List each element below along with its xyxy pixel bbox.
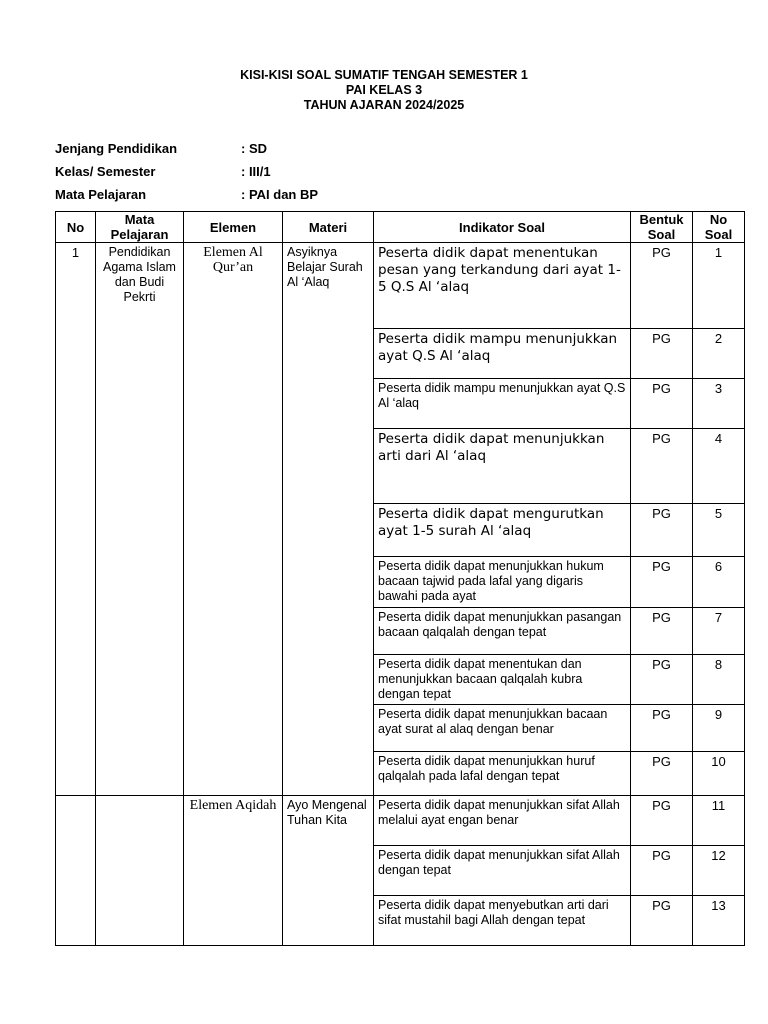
cell-bentuk: PG: [631, 705, 693, 752]
header-indikator: Indikator Soal: [374, 212, 631, 243]
cell-indikator: Peserta didik dapat menunjukkan hukum bacaan tajwid pada lafal yang digaris bawahi pada ayat: [374, 557, 631, 608]
cell-nosoal: 2: [693, 329, 745, 379]
cell-indikator: Peserta didik dapat menunjukkan sifat Allah dengan tepat: [374, 846, 631, 896]
cell-nosoal: 4: [693, 429, 745, 504]
title-line-1: KISI-KISI SOAL SUMATIF TENGAH SEMESTER 1: [240, 68, 528, 82]
cell-nosoal: 7: [693, 608, 745, 655]
cell-nosoal: 13: [693, 896, 745, 946]
meta-label: Mata Pelajaran: [55, 187, 147, 202]
cell-indikator: Peserta didik dapat menunjukkan sifat Allah melalui ayat engan benar: [374, 796, 631, 846]
cell-mapel: [96, 796, 184, 946]
cell-nosoal: 3: [693, 379, 745, 429]
cell-bentuk: PG: [631, 504, 693, 557]
cell-nosoal: 12: [693, 846, 745, 896]
meta-row-mapel: [55, 187, 318, 210]
meta-row-jenjang: [55, 141, 318, 164]
cell-indikator: Peserta didik dapat menentukan pesan yang terkandung dari ayat 1-5 Q.S Al ‘alaq: [374, 243, 631, 329]
cell-bentuk: PG: [631, 846, 693, 896]
document-meta: [55, 141, 318, 210]
meta-value: : III/1: [241, 164, 271, 179]
cell-indikator: Peserta didik dapat menunjukkan pasangan bacaan qalqalah dengan tepat: [374, 608, 631, 655]
header-materi: Materi: [283, 212, 374, 243]
cell-materi: Asyiknya Belajar Surah Al ‘Alaq: [283, 243, 374, 796]
header-mapel: Mata Pelajaran: [96, 212, 184, 243]
cell-elemen: Elemen Al Qur’an: [184, 243, 283, 796]
header-elemen: Elemen: [184, 212, 283, 243]
document-title: [0, 68, 768, 113]
meta-label: Jenjang Pendidikan: [55, 141, 178, 156]
cell-no: 1: [56, 243, 96, 796]
cell-indikator: Peserta didik mampu menunjukkan ayat Q.S Al ‘alaq: [374, 379, 631, 429]
cell-bentuk: PG: [631, 608, 693, 655]
header-no: No: [56, 212, 96, 243]
title-line-3: TAHUN AJARAN 2024/2025: [303, 98, 465, 112]
cell-nosoal: 9: [693, 705, 745, 752]
kisi-kisi-table: [55, 211, 745, 946]
cell-bentuk: PG: [631, 329, 693, 379]
cell-bentuk: PG: [631, 243, 693, 329]
cell-elemen: Elemen Aqidah: [184, 796, 283, 946]
cell-nosoal: 11: [693, 796, 745, 846]
cell-bentuk: PG: [631, 896, 693, 946]
cell-indikator: Peserta didik dapat menunjukkan huruf qalqalah pada lafal dengan tepat: [374, 752, 631, 796]
meta-value: : SD: [241, 141, 267, 156]
header-bentuk: Bentuk Soal: [631, 212, 693, 243]
cell-bentuk: PG: [631, 379, 693, 429]
cell-bentuk: PG: [631, 752, 693, 796]
cell-nosoal: 8: [693, 655, 745, 705]
cell-materi: Ayo Mengenal Tuhan Kita: [283, 796, 374, 946]
title-line-2: PAI KELAS 3: [345, 83, 423, 97]
table-row: [56, 796, 745, 846]
cell-nosoal: 1: [693, 243, 745, 329]
cell-nosoal: 6: [693, 557, 745, 608]
cell-indikator: Peserta didik dapat menentukan dan menunjukkan bacaan qalqalah kubra dengan tepat: [374, 655, 631, 705]
header-nosoal: No Soal: [693, 212, 745, 243]
cell-indikator: Peserta didik dapat mengurutkan ayat 1-5 surah Al ‘alaq: [374, 504, 631, 557]
cell-nosoal: 5: [693, 504, 745, 557]
cell-indikator: Peserta didik dapat menyebutkan arti dari sifat mustahil bagi Allah dengan tepat: [374, 896, 631, 946]
cell-mapel: Pendidikan Agama Islam dan Budi Pekrti: [96, 243, 184, 796]
cell-indikator: Peserta didik dapat menunjukkan bacaan ayat surat al alaq dengan benar: [374, 705, 631, 752]
meta-value: : PAI dan BP: [241, 187, 319, 202]
cell-no: [56, 796, 96, 946]
cell-bentuk: PG: [631, 429, 693, 504]
cell-bentuk: PG: [631, 655, 693, 705]
table-header-row: [56, 212, 745, 243]
cell-nosoal: 10: [693, 752, 745, 796]
cell-indikator: Peserta didik dapat menunjukkan arti dari Al ‘alaq: [374, 429, 631, 504]
meta-label: Kelas/ Semester: [55, 164, 156, 179]
cell-bentuk: PG: [631, 557, 693, 608]
cell-bentuk: PG: [631, 796, 693, 846]
meta-row-kelas: [55, 164, 318, 187]
cell-indikator: Peserta didik mampu menunjukkan ayat Q.S Al ‘alaq: [374, 329, 631, 379]
table-row: [56, 243, 745, 329]
